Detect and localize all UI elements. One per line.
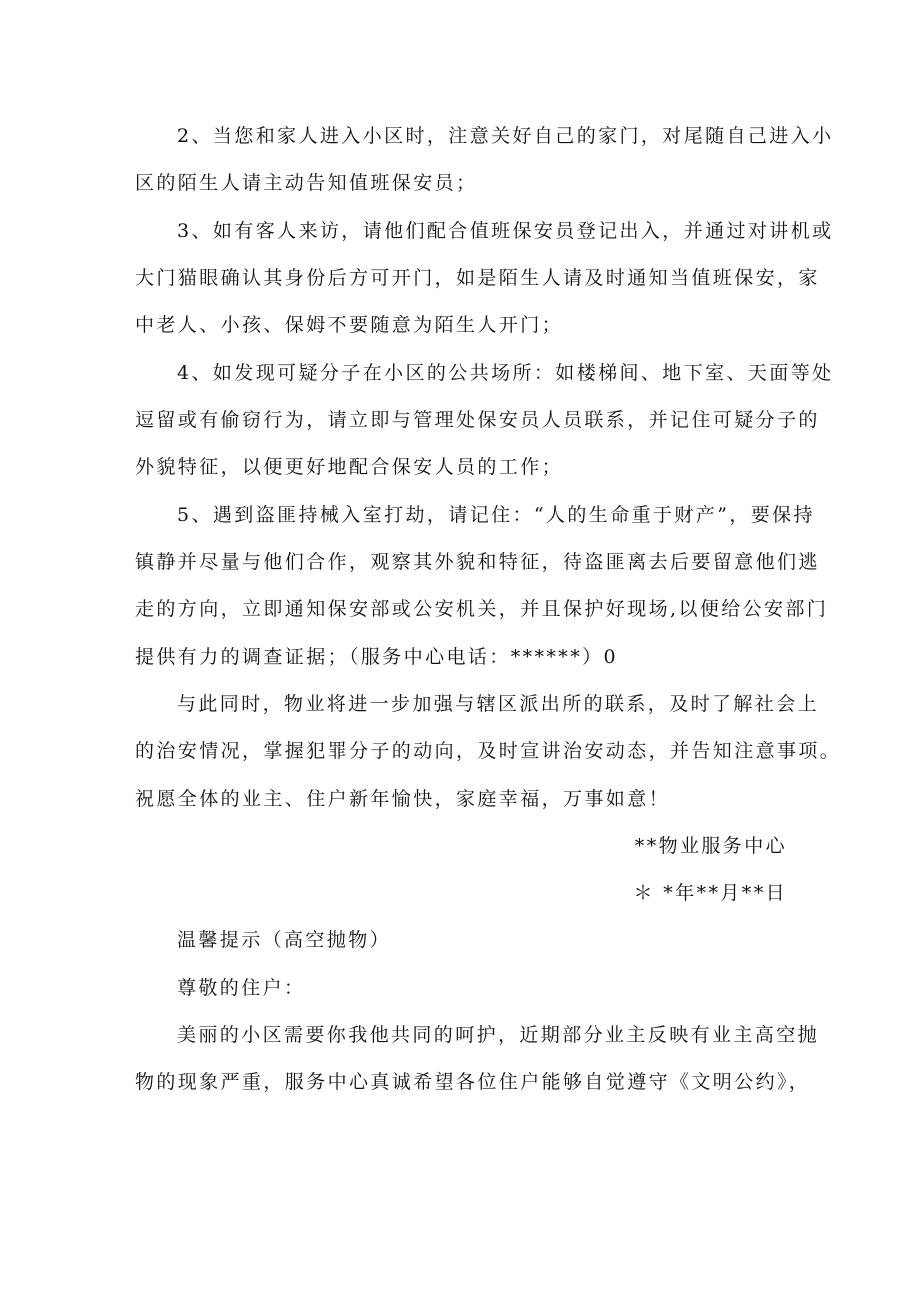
paragraph-3-line-2: 大门猫眼确认其身份后方可开门，如是陌生人请及时通知当值班保安，家 [135,267,820,289]
paragraph-7-line-2: 物的现象严重，服务中心真诚希望各位住户能够自觉遵守《文明公约》， [135,1071,811,1093]
salutation: 尊敬的住户： [177,977,306,999]
paragraph-6-line-3: 祝愿全体的业主、住户新年愉快，家庭幸福，万事如意！ [135,788,671,810]
signature: **物业服务中心 [634,835,787,857]
paragraph-3-line-1: 3、如有客人来访，请他们配合值班保安员登记出入，并通过对讲机或 [177,220,834,242]
paragraph-2-line-1: 2、当您和家人进入小区时，注意关好自己的家门，对尾随自己进入小 [177,125,834,147]
paragraph-6-line-1: 与此同时，物业将进一步加强与辖区派出所的联系，及时了解社会上 [177,693,820,715]
paragraph-4-line-1: 4、如发现可疑分子在小区的公共场所：如楼梯间、地下室、天面等处 [177,362,834,384]
paragraph-4-line-3: 外貌特征，以便更好地配合保安人员的工作； [135,456,564,478]
paragraph-4-line-2: 逗留或有偷窃行为，请立即与管理处保安员人员联系，并记住可疑分子的 [135,409,820,431]
paragraph-2-line-2: 区的陌生人请主动告知值班保安员； [135,172,478,194]
notice-title: 温馨提示（高空抛物） [177,929,392,951]
paragraph-7-line-1: 美丽的小区需要你我他共同的呵护，近期部分业主反映有业主高空抛 [177,1024,820,1046]
paragraph-3-line-3: 中老人、小孩、保姆不要随意为陌生人开门； [135,314,564,336]
paragraph-6-line-2: 的治安情况，掌握犯罪分子的动向，及时宣讲治安动态，并告知注意事项。 [135,740,842,762]
paragraph-5-line-4: 提供有力的调查证据；（服务中心电话：******）0 [135,646,618,668]
date: ＊ *年**月**日 [633,882,787,904]
paragraph-5-line-2: 镇静并尽量与他们合作，观察其外貌和特征，待盗匪离去后要留意他们逃 [135,551,820,573]
paragraph-5-line-1: 5、遇到盗匪持械入室打劫，请记住：“人的生命重于财产”，要保持 [177,504,815,526]
paragraph-5-line-3: 走的方向，立即通知保安部或公安机关，并且保护好现场,以便给公安部门 [135,598,829,620]
